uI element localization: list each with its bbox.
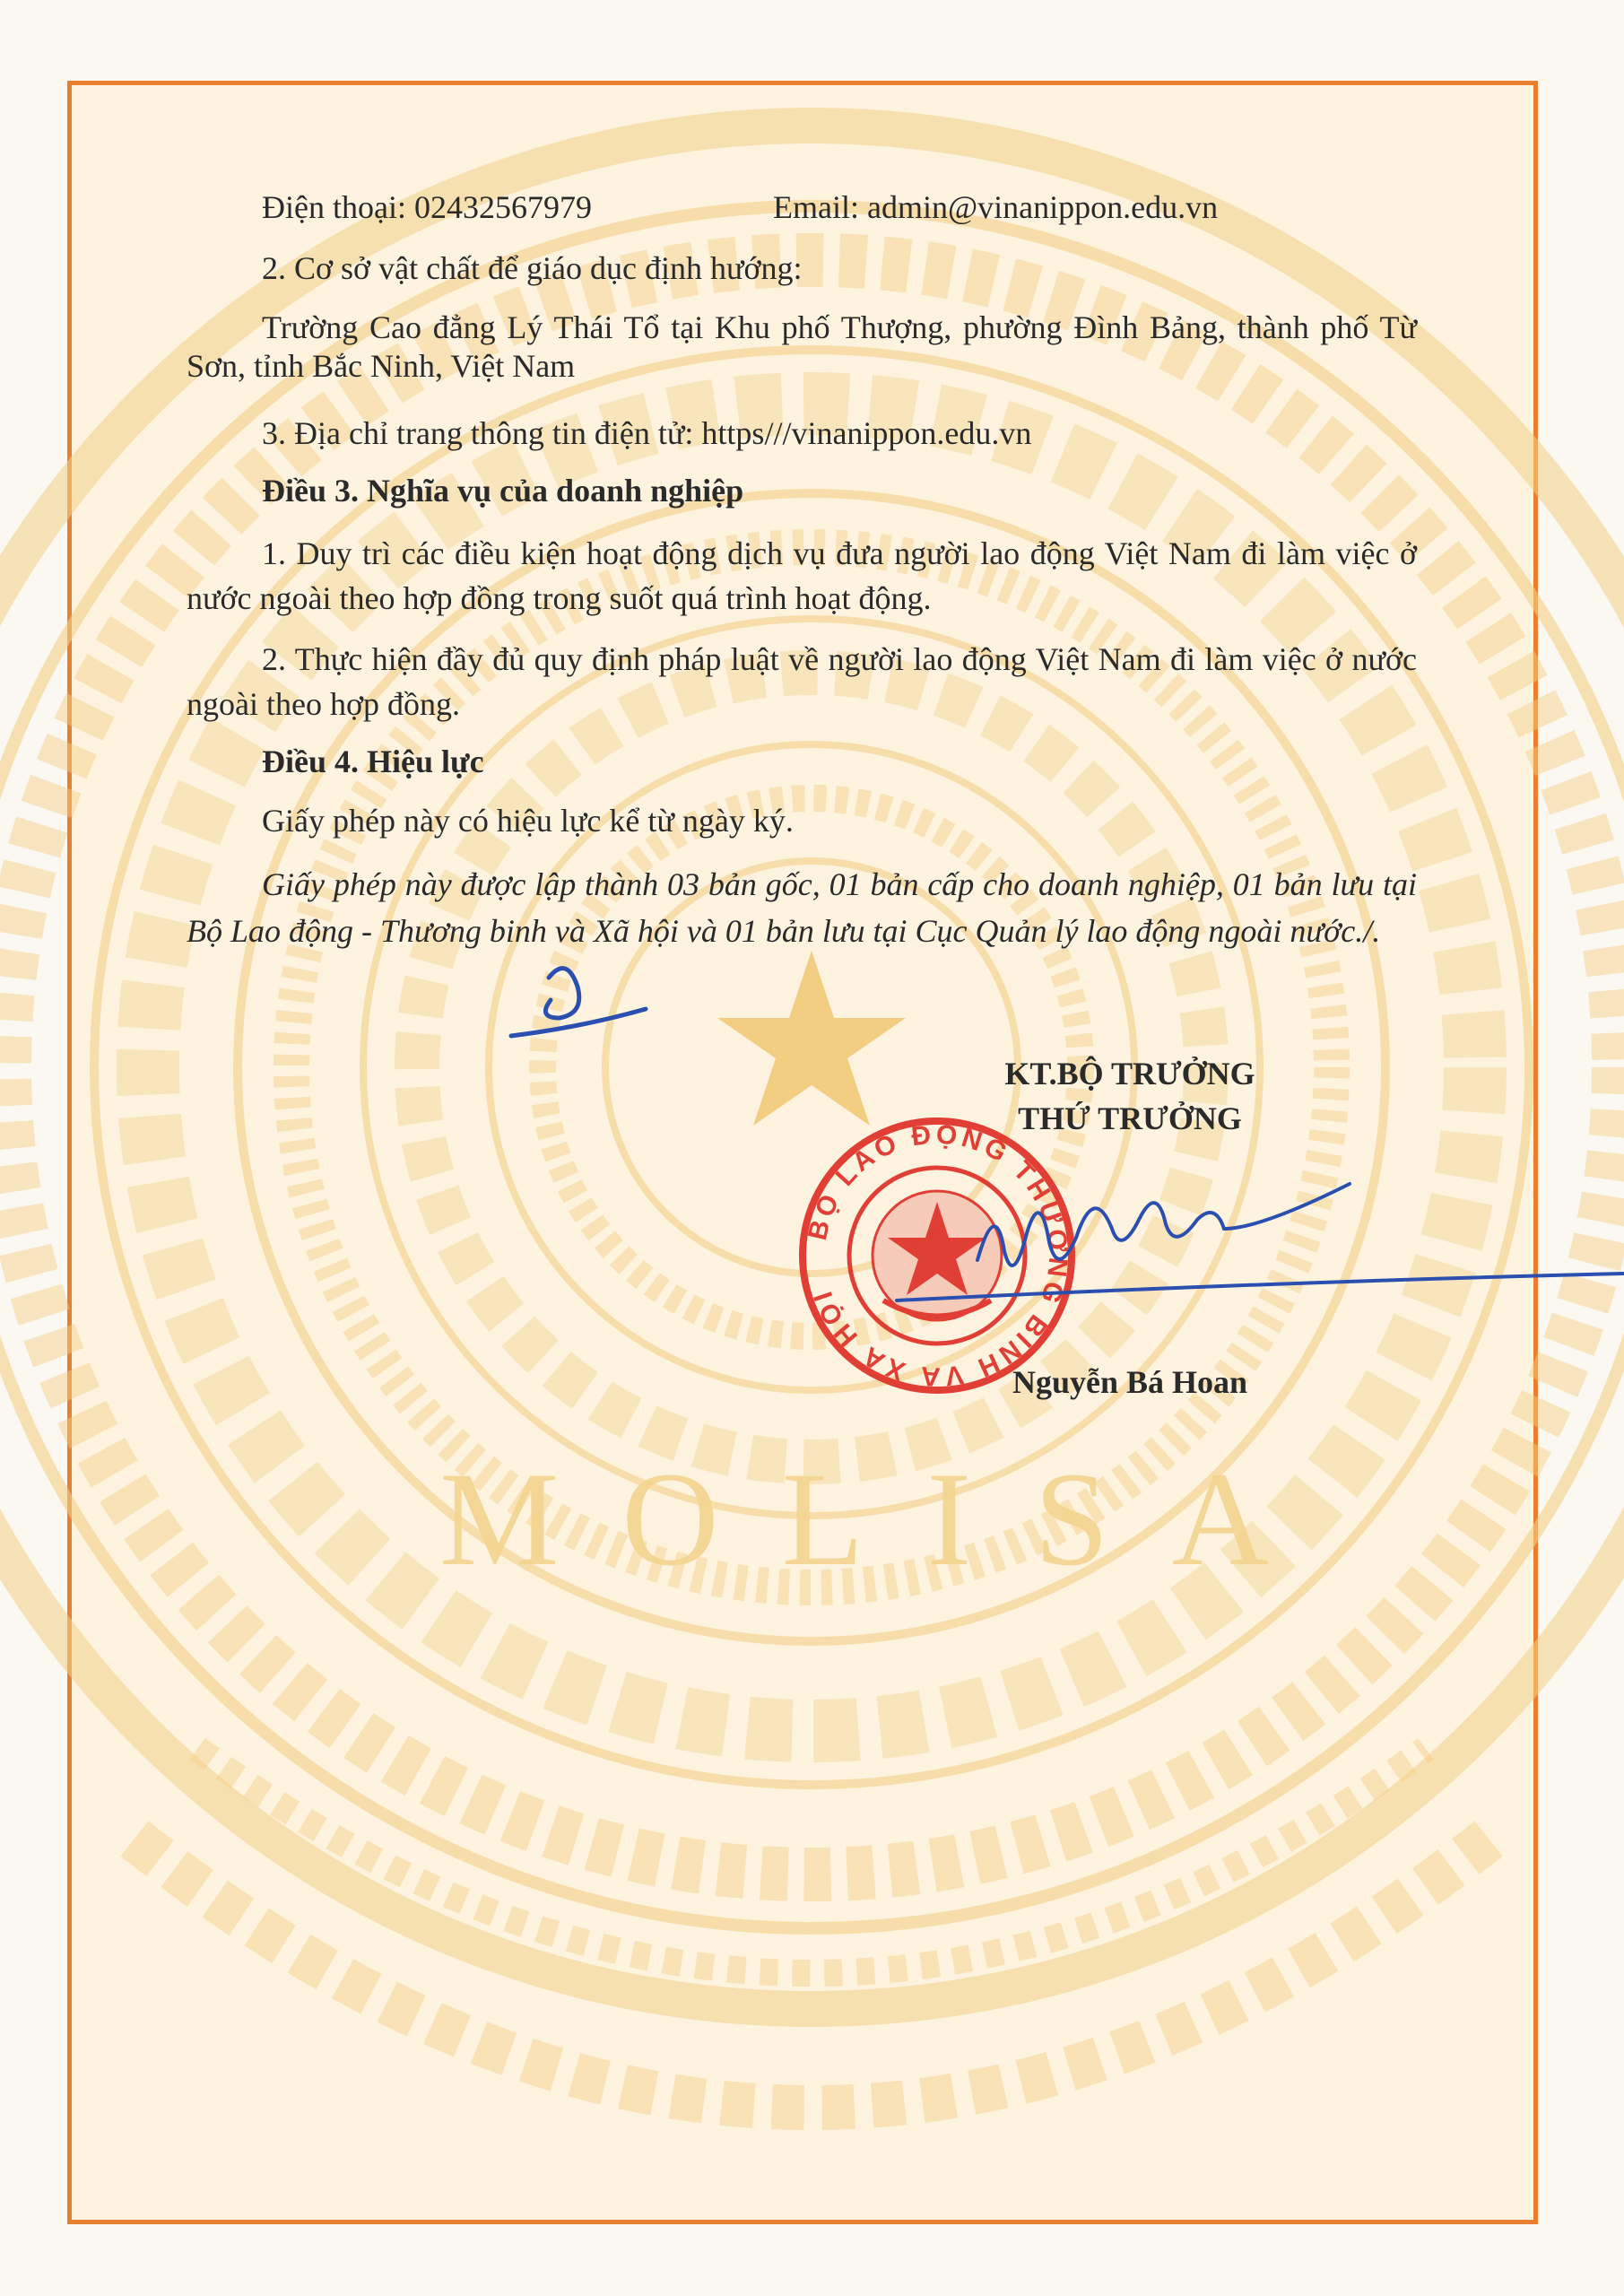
signer-name: Nguyễn Bá Hoan: [1012, 1364, 1248, 1400]
article-3-paragraph-2: 2. Thực hiện đầy đủ quy định pháp luật về người lao động Việt Nam đi làm việc ở nước ngoài theo hợp đồng.: [187, 641, 1417, 722]
signer-title-1: KT.BỘ TRƯỞNG: [1004, 1056, 1255, 1091]
phone-line: Điện thoại: 02432567979: [262, 189, 592, 225]
molisa-watermark: MOLISA: [439, 1445, 1333, 1594]
signer-title-2: THỨ TRƯỞNG: [1018, 1100, 1242, 1136]
article-4-paragraph: Giấy phép này có hiệu lực kể từ ngày ký.: [262, 803, 794, 839]
article-3-heading: Điều 3. Nghĩa vụ của doanh nghiệp: [262, 473, 744, 509]
stamp-ring-text: BỘ LAO ĐỘNG THƯƠNG BINH VÀ XÃ HỘI: [803, 1119, 1073, 1392]
article-4-heading: Điều 4. Hiệu lực: [262, 744, 484, 779]
website-line: 3. Địa chỉ trang thông tin điện tử: https///vinanippon.edu.vn: [262, 415, 1032, 451]
facility-heading: 2. Cơ sở vật chất để giáo dục định hướng:: [262, 250, 803, 286]
facility-address: Trường Cao đẳng Lý Thái Tổ tại Khu phố Thượng, phường Đình Bảng, thành phố Từ Sơn, tỉnh Bắc Ninh, Việt Nam: [187, 309, 1417, 385]
article-3-paragraph-1: 1. Duy trì các điều kiện hoạt động dịch vụ đưa người lao động Việt Nam đi làm việc ở nước ngoài theo hợp đồng trong suốt quá trình hoạt động.: [187, 535, 1417, 616]
copies-note: Giấy phép này được lập thành 03 bản gốc, 01 bản cấp cho doanh nghiệp, 01 bản lưu tại Bộ Lao động - Thương binh và Xã hội và 01 bản lưu tại Cục Quản lý lao động ngoài nước./.: [187, 866, 1417, 949]
email-line: Email: admin@vinanippon.edu.vn: [773, 189, 1219, 225]
